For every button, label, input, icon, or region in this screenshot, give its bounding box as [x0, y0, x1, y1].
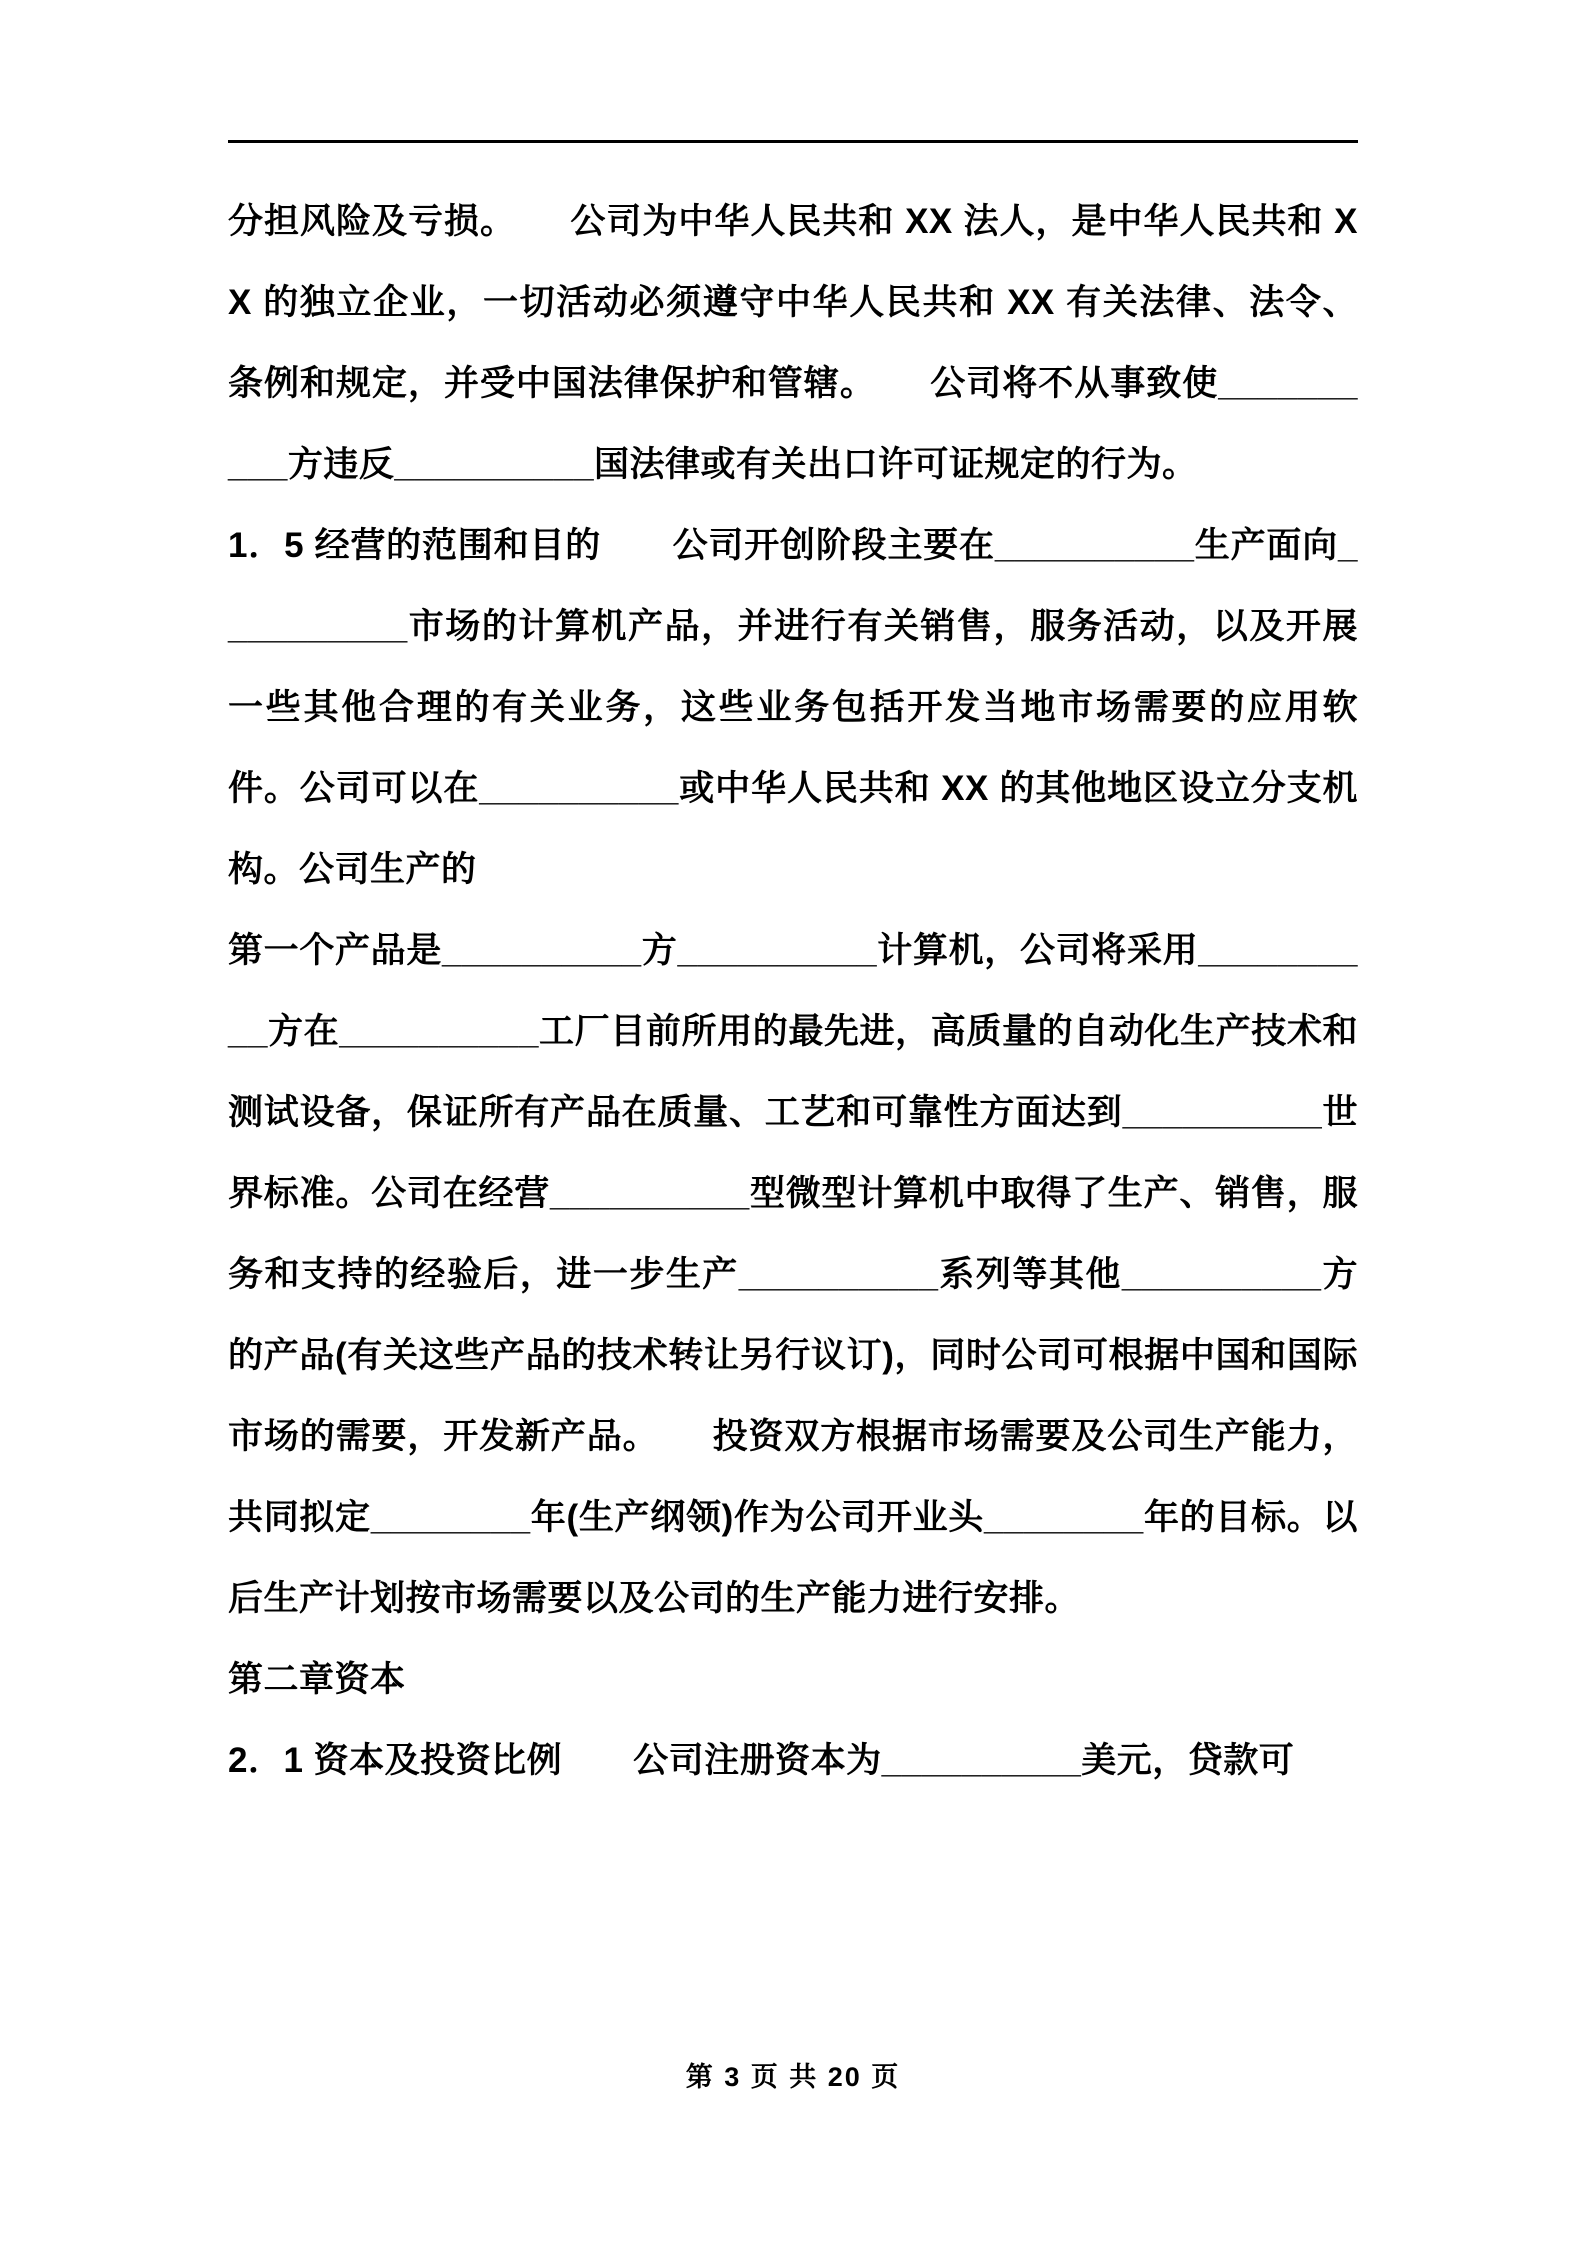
paragraph-scope-of-business: 1．5 经营的范围和目的 公司开创阶段主要在__________生产面向__________市场的计算机产品，并进行有关销售，服务活动，以及开展一些其他合理的有关业务，这些业务包括开发当地市场需要的应用软件。公司可以在__________或中华人民共和 XX 的其他地区设立分支机构。公司生产的	[228, 526, 1358, 889]
page-content	[228, 140, 1358, 1801]
page-footer: 第 3 页 共 20 页	[685, 2062, 901, 2092]
paragraph-risk-sharing: 分担风险及亏损。 公司为中华人民共和 XX 法人，是中华人民共和 XX 的独立企业，一切活动必须遵守中华人民共和 XX 有关法律、法令、条例和规定，并受中国法律保护和管辖。 公司将不从事致使__________方违反__________国法律或有关出口许可证规定的行为。	[228, 202, 1358, 484]
paragraph-first-product: 第一个产品是__________方__________计算机，公司将采用__________方在__________工厂目前所用的最先进，高质量的自动化生产技术和测试设备，保证所有产品在质量、工艺和可靠性方面达到__________世界标准。公司在经营__________型微型计算机中取得了生产、销售，服务和支持的经验后，进一步生产__________系列等其他__________方的产品(有关这些产品的技术转让另行议订)，同时公司可根据中国和国际市场的需要，开发新产品。 投资双方根据市场需要及公司生产能力，共同拟定________年(生产纲领)作为公司开业头________年的目标。以后生产计划按市场需要以及公司的生产能力进行安排。	[228, 931, 1358, 1618]
heading-chapter-two: 第二章资本	[228, 1660, 406, 1699]
paragraph-capital-ratio: 2．1 资本及投资比例 公司注册资本为__________美元，贷款可	[228, 1741, 1295, 1780]
header-rule	[228, 140, 1358, 143]
